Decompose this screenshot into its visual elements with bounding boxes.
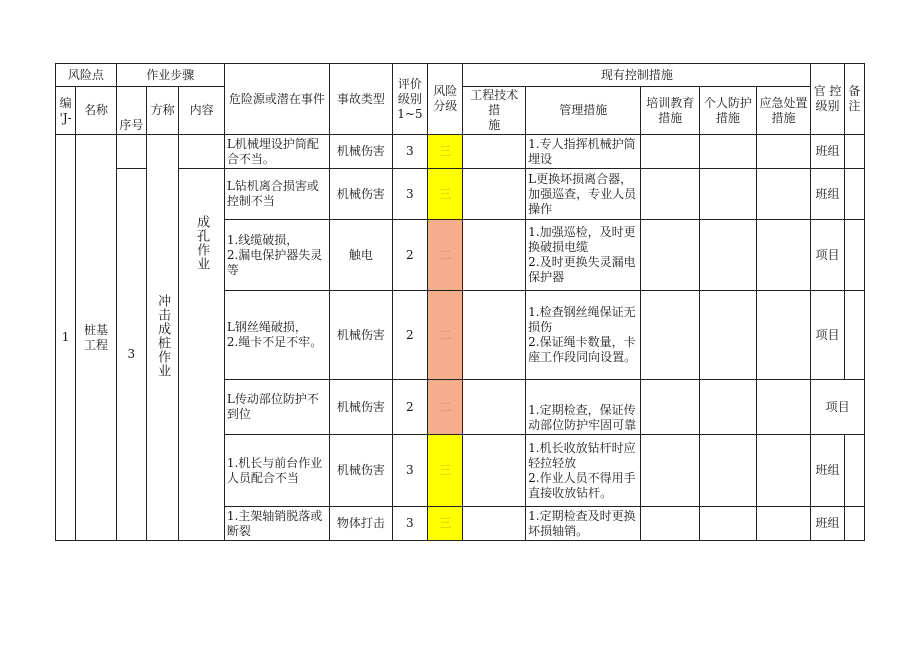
level-cell: 2 <box>392 291 427 380</box>
group-method-cell <box>147 135 179 541</box>
header-train: 培训教育 措施 <box>641 87 700 135</box>
level-cell: 3 <box>392 435 427 507</box>
accident-type-cell: 触电 <box>330 220 393 291</box>
mgmt-cell: 1.检查钢丝绳保证无 损伤 2.保证绳卡数量，卡 座工作段同向设置。 <box>526 291 641 380</box>
header-ctrl-level: 官 控 级别 <box>811 64 844 135</box>
accident-type-cell: 机械伤害 <box>330 291 393 380</box>
level-cell: 2 <box>392 220 427 291</box>
risk-table <box>55 63 865 541</box>
accident-type-cell: 机械伤害 <box>330 135 393 169</box>
header-risk-point: 风险点 <box>56 64 117 87</box>
mgmt-cell: 1.加强巡检，及时更 换破损电缆 2.及时更换失灵漏电 保护器 <box>526 220 641 291</box>
level-cell: 3 <box>392 507 427 541</box>
mgmt-cell: 1.定期检查及时更换 坏损轴销。 <box>526 507 641 541</box>
grade-cell: 三 <box>428 435 463 507</box>
group-content: 成孔作业 <box>194 215 210 271</box>
header-seq: 序号 <box>116 87 146 135</box>
header-accident-type: 事故类型 <box>330 64 393 135</box>
header-no: 编 'J- <box>56 87 76 135</box>
mgmt-cell: 1.定期检查，保证传 动部位防护牢固可靠 <box>526 380 641 435</box>
header-eval-level: 评价 级别 1~5 <box>392 64 427 135</box>
group-content-cell <box>179 169 225 541</box>
ctrl-level-cell: 项目 <box>811 380 865 435</box>
accident-type-cell: 机械伤害 <box>330 435 393 507</box>
accident-type-cell: 机械伤害 <box>330 380 393 435</box>
group-method: 冲击成桩作业 <box>155 293 171 378</box>
ctrl-level-cell: 班组 <box>811 435 844 507</box>
grade-cell: 二 <box>428 291 463 380</box>
header-ppe: 个人防护 措施 <box>700 87 757 135</box>
hazard-cell: L机械埋设护筒配 合不当。 <box>224 135 329 169</box>
hazard-cell: 1.主架轴销脱落或 断裂 <box>224 507 329 541</box>
header-remark: 备注 <box>844 64 864 135</box>
level-cell: 3 <box>392 135 427 169</box>
level-cell: 2 <box>392 380 427 435</box>
header-eng: 工程技术措 施 <box>463 87 526 135</box>
header-risk-grade: 风险 分级 <box>428 64 463 135</box>
hazard-cell: L传动部位防护不 到位 <box>224 380 329 435</box>
ctrl-level-cell: 项目 <box>811 291 844 380</box>
header-hazard: 危险源或潜在事件 <box>224 64 329 135</box>
grade-cell: 三 <box>428 135 463 169</box>
hazard-cell: 1.线缆破损， 2.漏电保护器失灵 等 <box>224 220 329 291</box>
mgmt-cell: L更换坏损离合器， 加强巡查，专业人员 操作 <box>526 169 641 220</box>
hazard-cell: 1.机长与前台作业 人员配合不当 <box>224 435 329 507</box>
header-name: 名称 <box>76 87 116 135</box>
ctrl-level-cell: 班组 <box>811 135 844 169</box>
grade-cell: 三 <box>428 507 463 541</box>
grade-cell: 三 <box>428 169 463 220</box>
level-cell: 3 <box>392 169 427 220</box>
header-emerg: 应急处置 措施 <box>756 87 811 135</box>
accident-type-cell: 物体打击 <box>330 507 393 541</box>
header-controls: 现有控制措施 <box>463 64 811 87</box>
hazard-cell: L钻机离合损害或 控制不当 <box>224 169 329 220</box>
header-method: 方称 <box>147 87 179 135</box>
accident-type-cell: 机械伤害 <box>330 169 393 220</box>
group-no: 1 <box>56 135 76 541</box>
ctrl-level-cell: 班组 <box>811 507 844 541</box>
header-mgmt: 管理措施 <box>526 87 641 135</box>
hazard-cell: L钢丝绳破损， 2.绳卡不足不牢。 <box>224 291 329 380</box>
mgmt-cell: 1.机长收放钻杆时应 轻拉轻放 2.作业人员不得用手 直接收放钻杆。 <box>526 435 641 507</box>
group-seq: 3 <box>116 169 146 541</box>
ctrl-level-cell: 班组 <box>811 169 844 220</box>
ctrl-level-cell: 项目 <box>811 220 844 291</box>
header-work-step: 作业步骤 <box>116 64 224 87</box>
grade-cell: 二 <box>428 380 463 435</box>
mgmt-cell: 1.专人指挥机械护筒 埋设 <box>526 135 641 169</box>
grade-cell: 二 <box>428 220 463 291</box>
group-name: 桩基 工程 <box>76 135 116 541</box>
header-content: 内容 <box>179 87 225 135</box>
